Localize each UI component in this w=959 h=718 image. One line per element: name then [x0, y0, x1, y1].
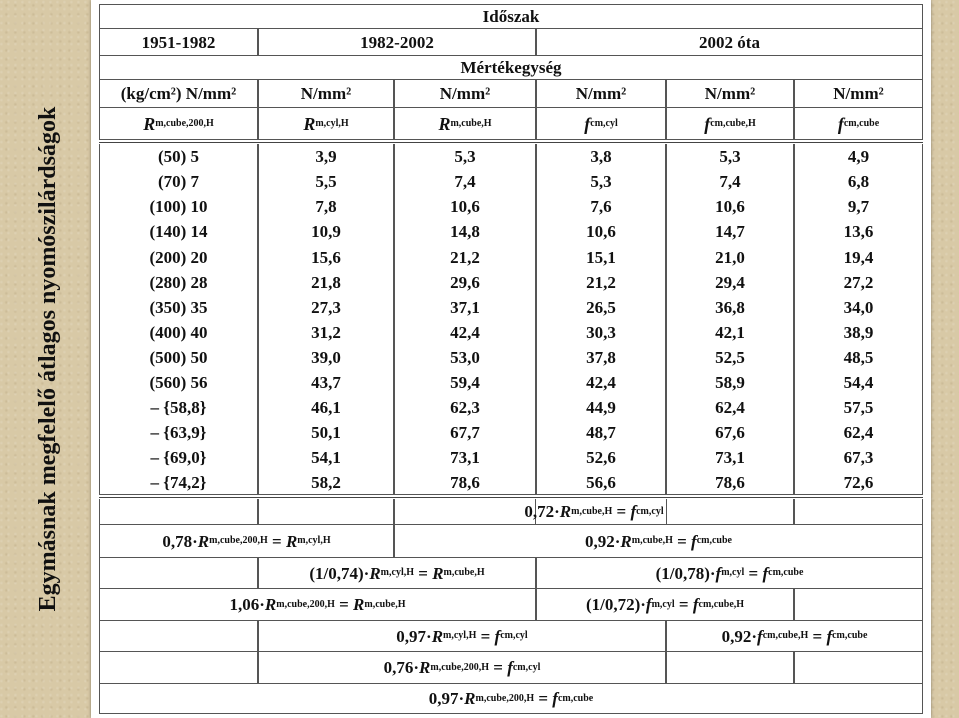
- table-cell: 56,6: [536, 470, 666, 495]
- table-cell: 39,0: [258, 345, 394, 370]
- table-cell: 10,6: [536, 219, 666, 244]
- table-cell: (500) 50: [99, 345, 258, 370]
- formula-f7: (1/0,72)· f m,cyl = f cm,cube,H: [536, 589, 794, 621]
- empty-cell: [794, 589, 923, 621]
- table-cell: 73,1: [394, 445, 536, 470]
- table-cell: (140) 14: [99, 219, 258, 244]
- empty-cell: [99, 652, 258, 684]
- formula-f2: 0,78· R m,cube,200,H = R m,cyl,H: [99, 525, 394, 558]
- table-cell: 5,3: [536, 169, 666, 194]
- table-cell: 6,8: [794, 169, 923, 194]
- table-cell: 7,4: [666, 169, 794, 194]
- side-title: Egymásnak megfelelő átlagos nyomószilárdságok: [35, 106, 61, 612]
- table-cell: 29,4: [666, 270, 794, 295]
- formula-f5: (1/0,78)· f m,cyl = f cm,cube: [536, 558, 923, 589]
- period-2: 1982-2002: [258, 29, 536, 56]
- table-cell: 21,2: [394, 244, 536, 270]
- table-cell: 36,8: [666, 295, 794, 320]
- table-cell: 48,7: [536, 420, 666, 445]
- table-cell: 42,4: [394, 320, 536, 345]
- unit-col-3: N/mm²: [394, 80, 536, 108]
- symbol-col-4: f cm,cyl: [536, 108, 666, 140]
- table-cell: 67,6: [666, 420, 794, 445]
- table-cell: (100) 10: [99, 194, 258, 219]
- table-cell: 72,6: [794, 470, 923, 495]
- empty-cell: [794, 652, 923, 684]
- formula-f9: 0,92· f cm,cube,H = f cm,cube: [666, 621, 923, 652]
- empty-cell: [666, 499, 794, 525]
- table-cell: 21,8: [258, 270, 394, 295]
- table-cell: – {69,0}: [99, 445, 258, 470]
- period-1: 1951-1982: [99, 29, 258, 56]
- table-cell: 62,4: [666, 395, 794, 420]
- table-cell: 13,6: [794, 219, 923, 244]
- table-cell: 62,4: [794, 420, 923, 445]
- formula-f10: 0,76· R m,cube,200,H = f cm,cyl: [258, 652, 666, 684]
- table-cell: 58,9: [666, 370, 794, 395]
- table-cell: 43,7: [258, 370, 394, 395]
- table-cell: (70) 7: [99, 169, 258, 194]
- table-cell: 42,4: [536, 370, 666, 395]
- table-cell: (560) 56: [99, 370, 258, 395]
- table-cell: 52,5: [666, 345, 794, 370]
- table-cell: 50,1: [258, 420, 394, 445]
- empty-cell: [99, 558, 258, 589]
- table-cell: 10,9: [258, 219, 394, 244]
- table-cell: 27,2: [794, 270, 923, 295]
- table-cell: 5,3: [394, 144, 536, 169]
- unit-header: Mértékegység: [99, 56, 923, 80]
- table-cell: 7,4: [394, 169, 536, 194]
- period-header: Időszak: [99, 4, 923, 29]
- table-cell: 67,3: [794, 445, 923, 470]
- table-cell: (400) 40: [99, 320, 258, 345]
- table-cell: 7,8: [258, 194, 394, 219]
- table-cell: 26,5: [536, 295, 666, 320]
- table-cell: 54,1: [258, 445, 394, 470]
- table-cell: 59,4: [394, 370, 536, 395]
- table-cell: 30,3: [536, 320, 666, 345]
- table-cell: 29,6: [394, 270, 536, 295]
- symbol-col-1: R m,cube,200,H: [99, 108, 258, 140]
- table-cell: 27,3: [258, 295, 394, 320]
- symbol-col-6: f cm,cube: [794, 108, 923, 140]
- formula-f6: 1,06· R m,cube,200,H = R m,cube,H: [99, 589, 536, 621]
- table-cell: 9,7: [794, 194, 923, 219]
- table-cell: 52,6: [536, 445, 666, 470]
- table-cell: (200) 20: [99, 244, 258, 270]
- table-cell: (350) 35: [99, 295, 258, 320]
- formula-f1: 0,72· R m,cube,H = f cm,cyl: [394, 499, 794, 525]
- table-cell: – {58,8}: [99, 395, 258, 420]
- table-cell: 42,1: [666, 320, 794, 345]
- table-cell: 3,8: [536, 144, 666, 169]
- table-cell: 78,6: [394, 470, 536, 495]
- data-rule: [99, 497, 923, 498]
- empty-cell: [99, 499, 258, 525]
- empty-cell: [666, 652, 794, 684]
- table-cell: 14,7: [666, 219, 794, 244]
- table-cell: 10,6: [666, 194, 794, 219]
- formula-f11: 0,97· R m,cube,200,H = f cm,cube: [99, 684, 923, 714]
- table-cell: 57,5: [794, 395, 923, 420]
- table-cell: 48,5: [794, 345, 923, 370]
- table-cell: 44,9: [536, 395, 666, 420]
- unit-col-5: N/mm²: [666, 80, 794, 108]
- table-cell: 53,0: [394, 345, 536, 370]
- formula-f4: (1/0,74)· R m,cyl,H = R m,cube,H: [258, 558, 536, 589]
- table-cell: 21,2: [536, 270, 666, 295]
- table-cell: 19,4: [794, 244, 923, 270]
- unit-col-4: N/mm²: [536, 80, 666, 108]
- table-cell: 7,6: [536, 194, 666, 219]
- table-cell: 58,2: [258, 470, 394, 495]
- strength-table: [91, 0, 931, 718]
- table-cell: 37,8: [536, 345, 666, 370]
- table-cell: 62,3: [394, 395, 536, 420]
- table-cell: 3,9: [258, 144, 394, 169]
- empty-cell: [99, 621, 258, 652]
- table-cell: 15,1: [536, 244, 666, 270]
- table-cell: 78,6: [666, 470, 794, 495]
- period-3: 2002 óta: [536, 29, 923, 56]
- formula-f8: 0,97· R m,cyl,H = f cm,cyl: [258, 621, 666, 652]
- table-cell: 10,6: [394, 194, 536, 219]
- symbol-col-3: R m,cube,H: [394, 108, 536, 140]
- table-cell: 46,1: [258, 395, 394, 420]
- symbol-col-2: R m,cyl,H: [258, 108, 394, 140]
- empty-cell: [794, 499, 923, 525]
- symbol-col-5: f cm,cube,H: [666, 108, 794, 140]
- header-rule: [99, 142, 923, 143]
- table-cell: 5,5: [258, 169, 394, 194]
- empty-cell: [258, 499, 394, 525]
- table-cell: 37,1: [394, 295, 536, 320]
- unit-col-1: (kg/cm²) N/mm²: [99, 80, 258, 108]
- table-cell: (280) 28: [99, 270, 258, 295]
- table-cell: – {63,9}: [99, 420, 258, 445]
- table-cell: – {74,2}: [99, 470, 258, 495]
- table-cell: 38,9: [794, 320, 923, 345]
- table-cell: 14,8: [394, 219, 536, 244]
- unit-col-6: N/mm²: [794, 80, 923, 108]
- table-cell: 34,0: [794, 295, 923, 320]
- table-cell: 15,6: [258, 244, 394, 270]
- table-cell: 31,2: [258, 320, 394, 345]
- table-cell: 73,1: [666, 445, 794, 470]
- table-cell: (50) 5: [99, 144, 258, 169]
- unit-col-2: N/mm²: [258, 80, 394, 108]
- table-cell: 54,4: [794, 370, 923, 395]
- table-cell: 67,7: [394, 420, 536, 445]
- table-cell: 4,9: [794, 144, 923, 169]
- formula-f3: 0,92· R m,cube,H = f cm,cube: [394, 525, 923, 558]
- table-cell: 5,3: [666, 144, 794, 169]
- table-cell: 21,0: [666, 244, 794, 270]
